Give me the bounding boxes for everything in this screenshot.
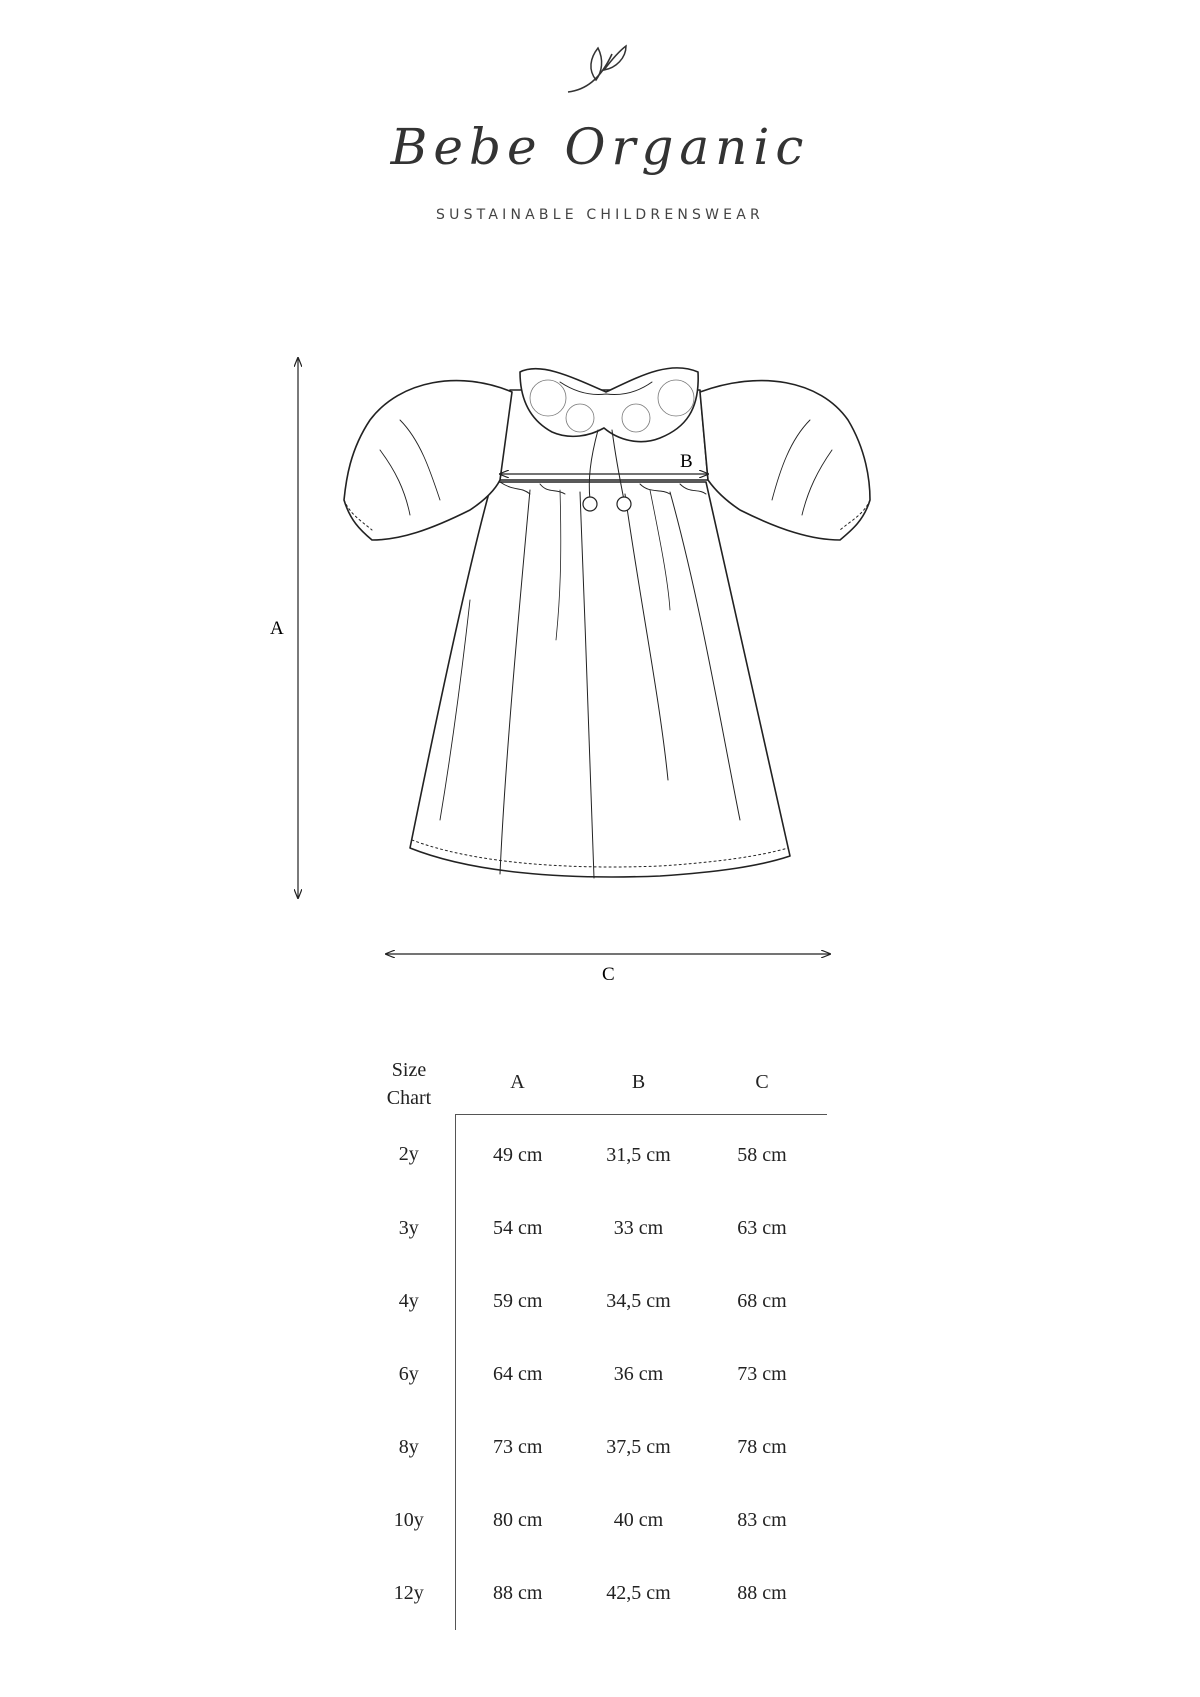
measurement-a-cell: 64 cm <box>493 1362 543 1385</box>
dress-outline <box>344 368 870 878</box>
measurement-c-cell: 58 cm <box>737 1143 787 1166</box>
leaf-sprig-icon <box>560 40 640 100</box>
measurement-c-cell: 68 cm <box>737 1289 787 1312</box>
measurement-b-cell: 37,5 cm <box>606 1435 671 1458</box>
measurement-a-cell: 73 cm <box>493 1435 543 1458</box>
size-chart-corner-label <box>363 1052 455 1114</box>
table-row <box>363 1411 827 1484</box>
size-cell: 12y <box>363 1557 455 1630</box>
measurement-c-cell: 88 cm <box>737 1581 787 1604</box>
column-header-b: B <box>580 1052 697 1114</box>
measurement-b-cell: 42,5 cm <box>606 1581 671 1604</box>
table-row <box>363 1265 827 1338</box>
table-row <box>363 1557 827 1630</box>
size-cell: 3y <box>363 1192 455 1265</box>
dress-technical-drawing <box>0 340 1200 980</box>
measurement-c-cell: 73 cm <box>737 1362 787 1385</box>
measurement-c-cell: 78 cm <box>737 1435 787 1458</box>
table-row <box>363 1114 827 1192</box>
dimension-c-label: C <box>602 964 615 980</box>
brand-name: Bebe Organic <box>390 118 810 176</box>
measurement-b-cell: 40 cm <box>613 1508 664 1531</box>
size-cell: 10y <box>363 1484 455 1557</box>
measurement-b-cell: 31,5 cm <box>606 1143 671 1166</box>
measurement-b-cell: 34,5 cm <box>606 1289 671 1312</box>
measurement-a-cell: 80 cm <box>493 1508 543 1531</box>
column-header-c: C <box>697 1052 827 1114</box>
table-row <box>363 1192 827 1265</box>
size-cell: 6y <box>363 1338 455 1411</box>
table-row <box>363 1338 827 1411</box>
size-cell: 4y <box>363 1265 455 1338</box>
size-cell: 8y <box>363 1411 455 1484</box>
measurement-a-cell: 88 cm <box>493 1581 543 1604</box>
size-chart-title-line2: Chart <box>386 1087 432 1109</box>
dimension-a-label: A <box>270 618 284 639</box>
measurement-a-cell: 49 cm <box>493 1143 543 1166</box>
size-cell: 2y <box>363 1114 455 1192</box>
measurement-b-cell: 33 cm <box>613 1216 664 1239</box>
size-chart-title-line1: Size <box>391 1059 427 1081</box>
measurement-c-cell: 83 cm <box>737 1508 787 1531</box>
measurement-b-cell: 36 cm <box>613 1362 664 1385</box>
measurement-a-cell: 54 cm <box>493 1216 543 1239</box>
size-chart-header-row <box>363 1052 827 1114</box>
size-chart-table <box>363 1052 827 1630</box>
measurement-c-cell: 63 cm <box>737 1216 787 1239</box>
brand-tagline: SUSTAINABLE CHILDRENSWEAR <box>436 207 764 223</box>
column-header-a: A <box>455 1052 580 1114</box>
measurement-a-cell: 59 cm <box>493 1289 543 1312</box>
dimension-b-label: B <box>680 451 693 472</box>
table-row <box>363 1484 827 1557</box>
